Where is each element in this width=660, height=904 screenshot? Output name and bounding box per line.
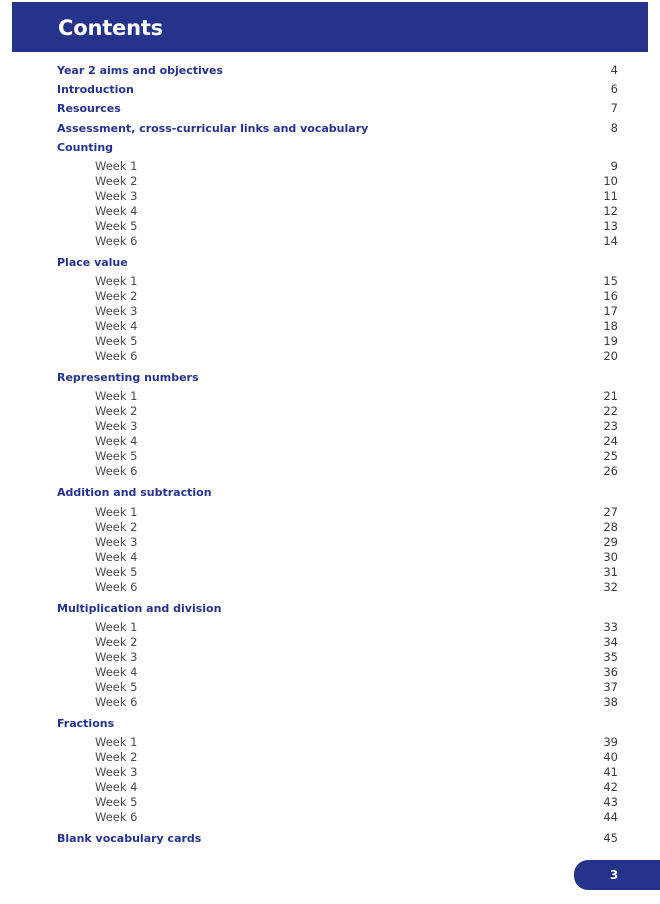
toc-week-entry[interactable] bbox=[0, 289, 660, 304]
toc-entry-label: Week 3 bbox=[95, 189, 138, 203]
toc-entry-label: Week 6 bbox=[95, 810, 138, 824]
toc-entry-page-number: 31 bbox=[603, 565, 618, 579]
toc-entry-label: Week 5 bbox=[95, 680, 138, 694]
toc-week-entry[interactable] bbox=[0, 204, 660, 219]
toc-week-entry[interactable] bbox=[0, 635, 660, 650]
toc-week-entry[interactable] bbox=[0, 419, 660, 434]
toc-entry-page-number: 38 bbox=[603, 695, 618, 709]
toc-week-entry[interactable] bbox=[0, 174, 660, 189]
toc-section-entry[interactable] bbox=[0, 370, 660, 385]
toc-week-entry[interactable] bbox=[0, 535, 660, 550]
toc-entry-label: Week 3 bbox=[95, 535, 138, 549]
toc-week-entry[interactable] bbox=[0, 274, 660, 289]
toc-entry-label: Week 2 bbox=[95, 520, 138, 534]
toc-entry-page-number: 7 bbox=[610, 101, 618, 115]
toc-week-entry[interactable] bbox=[0, 665, 660, 680]
toc-entry-label: Week 4 bbox=[95, 780, 138, 794]
toc-section-entry[interactable] bbox=[0, 140, 660, 155]
toc-entry-label: Week 1 bbox=[95, 389, 138, 403]
toc-entry-page-number: 37 bbox=[603, 680, 618, 694]
toc-week-entry[interactable] bbox=[0, 780, 660, 795]
toc-week-entry[interactable] bbox=[0, 304, 660, 319]
toc-section-entry[interactable] bbox=[0, 716, 660, 731]
toc-entry-label: Week 5 bbox=[95, 565, 138, 579]
toc-entry-label: Week 1 bbox=[95, 505, 138, 519]
toc-entry-label: Week 2 bbox=[95, 404, 138, 418]
toc-week-entry[interactable] bbox=[0, 389, 660, 404]
toc-section-entry[interactable] bbox=[0, 82, 660, 97]
toc-entry-label: Week 1 bbox=[95, 274, 138, 288]
toc-week-entry[interactable] bbox=[0, 159, 660, 174]
toc-entry-page-number: 23 bbox=[603, 419, 618, 433]
toc-entry-page-number: 44 bbox=[603, 810, 618, 824]
toc-section-entry[interactable] bbox=[0, 485, 660, 500]
toc-week-entry[interactable] bbox=[0, 580, 660, 595]
toc-entry-page-number: 24 bbox=[603, 434, 618, 448]
toc-entry-label: Week 5 bbox=[95, 219, 138, 233]
toc-entry-label: Week 4 bbox=[95, 434, 138, 448]
toc-entry-page-number: 29 bbox=[603, 535, 618, 549]
toc-entry-page-number: 33 bbox=[603, 620, 618, 634]
toc-entry-label: Week 4 bbox=[95, 204, 138, 218]
toc-section-entry[interactable] bbox=[0, 601, 660, 616]
toc-entry-label: Week 6 bbox=[95, 695, 138, 709]
toc-week-entry[interactable] bbox=[0, 334, 660, 349]
toc-entry-page-number: 6 bbox=[610, 82, 618, 96]
toc-entry-page-number: 22 bbox=[603, 404, 618, 418]
toc-week-entry[interactable] bbox=[0, 449, 660, 464]
page-number-tab bbox=[574, 860, 660, 890]
toc-entry-label: Multiplication and division bbox=[57, 602, 222, 615]
toc-entry-label: Introduction bbox=[57, 83, 134, 96]
toc-entry-page-number: 11 bbox=[603, 189, 618, 203]
toc-entry-page-number: 40 bbox=[603, 750, 618, 764]
toc-week-entry[interactable] bbox=[0, 765, 660, 780]
toc-entry-page-number: 10 bbox=[603, 174, 618, 188]
toc-entry-label: Fractions bbox=[57, 717, 115, 730]
toc-entry-page-number: 19 bbox=[603, 334, 618, 348]
toc-entry-label: Week 2 bbox=[95, 174, 138, 188]
toc-entry-label: Counting bbox=[57, 141, 114, 154]
toc-section-entry[interactable] bbox=[0, 101, 660, 116]
toc-entry-page-number: 20 bbox=[603, 349, 618, 363]
toc-entry-label: Week 6 bbox=[95, 464, 138, 478]
toc-entry-label: Week 6 bbox=[95, 234, 138, 248]
toc-entry-label: Week 4 bbox=[95, 665, 138, 679]
toc-entry-page-number: 18 bbox=[603, 319, 618, 333]
toc-week-entry[interactable] bbox=[0, 234, 660, 249]
toc-entry-label: Week 3 bbox=[95, 650, 138, 664]
toc-week-entry[interactable] bbox=[0, 319, 660, 334]
toc-entry-page-number: 21 bbox=[603, 389, 618, 403]
toc-section-entry[interactable] bbox=[0, 63, 660, 78]
toc-week-entry[interactable] bbox=[0, 650, 660, 665]
toc-entry-page-number: 35 bbox=[603, 650, 618, 664]
toc-week-entry[interactable] bbox=[0, 434, 660, 449]
toc-entry-label: Week 2 bbox=[95, 635, 138, 649]
toc-week-entry[interactable] bbox=[0, 505, 660, 520]
toc-entry-page-number: 16 bbox=[603, 289, 618, 303]
toc-entry-page-number: 4 bbox=[610, 63, 618, 77]
toc-entry-label: Week 5 bbox=[95, 795, 138, 809]
toc-entry-label: Week 6 bbox=[95, 349, 138, 363]
toc-entry-label: Week 5 bbox=[95, 334, 138, 348]
toc-entry-label: Week 4 bbox=[95, 550, 138, 564]
toc-entry-page-number: 32 bbox=[603, 580, 618, 594]
toc-entry-page-number: 14 bbox=[603, 234, 618, 248]
toc-entry-label: Week 1 bbox=[95, 159, 138, 173]
toc-week-entry[interactable] bbox=[0, 349, 660, 364]
toc-week-entry[interactable] bbox=[0, 520, 660, 535]
page-number: 3 bbox=[609, 868, 619, 882]
toc-entry-page-number: 8 bbox=[610, 121, 618, 135]
toc-week-entry[interactable] bbox=[0, 680, 660, 695]
toc-entry-label: Week 4 bbox=[95, 319, 138, 333]
toc-entry-page-number: 15 bbox=[603, 274, 618, 288]
toc-section-entry[interactable] bbox=[0, 831, 660, 846]
toc-entry-label: Week 3 bbox=[95, 765, 138, 779]
toc-entry-label: Blank vocabulary cards bbox=[57, 832, 202, 845]
toc-week-entry[interactable] bbox=[0, 404, 660, 419]
toc-entry-label: Representing numbers bbox=[57, 371, 199, 384]
toc-entry-page-number: 30 bbox=[603, 550, 618, 564]
toc-entry-page-number: 36 bbox=[603, 665, 618, 679]
toc-entry-page-number: 42 bbox=[603, 780, 618, 794]
toc-entry-page-number: 39 bbox=[603, 735, 618, 749]
toc-entry-label: Resources bbox=[57, 102, 121, 115]
toc-section-entry[interactable] bbox=[0, 255, 660, 270]
toc-entry-label: Week 1 bbox=[95, 620, 138, 634]
toc-entry-page-number: 17 bbox=[603, 304, 618, 318]
toc-week-entry[interactable] bbox=[0, 464, 660, 479]
toc-entry-label: Place value bbox=[57, 256, 128, 269]
toc-entry-label: Week 1 bbox=[95, 735, 138, 749]
toc-week-entry[interactable] bbox=[0, 735, 660, 750]
toc-entry-page-number: 28 bbox=[603, 520, 618, 534]
toc-entry-label: Assessment, cross-curricular links and vocabulary bbox=[57, 122, 369, 135]
toc-entry-label: Week 2 bbox=[95, 289, 138, 303]
toc-entry-page-number: 45 bbox=[603, 831, 618, 845]
toc-entry-page-number: 25 bbox=[603, 449, 618, 463]
toc-week-entry[interactable] bbox=[0, 565, 660, 580]
toc-entry-label: Week 3 bbox=[95, 419, 138, 433]
toc-entry-page-number: 27 bbox=[603, 505, 618, 519]
toc-section-entry[interactable] bbox=[0, 121, 660, 136]
toc-entry-label: Week 2 bbox=[95, 750, 138, 764]
toc-week-entry[interactable] bbox=[0, 695, 660, 710]
page-title: Contents bbox=[58, 16, 163, 40]
toc-week-entry[interactable] bbox=[0, 795, 660, 810]
toc-week-entry[interactable] bbox=[0, 550, 660, 565]
toc-entry-page-number: 12 bbox=[603, 204, 618, 218]
toc-entry-label: Week 3 bbox=[95, 304, 138, 318]
toc-week-entry[interactable] bbox=[0, 189, 660, 204]
toc-entry-page-number: 9 bbox=[610, 159, 618, 173]
toc-week-entry[interactable] bbox=[0, 620, 660, 635]
toc-entry-label: Week 5 bbox=[95, 449, 138, 463]
toc-entry-page-number: 13 bbox=[603, 219, 618, 233]
toc-entry-label: Year 2 aims and objectives bbox=[57, 64, 223, 77]
toc-entry-page-number: 41 bbox=[603, 765, 618, 779]
toc-entry-label: Week 6 bbox=[95, 580, 138, 594]
toc-entry-page-number: 43 bbox=[603, 795, 618, 809]
toc-week-entry[interactable] bbox=[0, 750, 660, 765]
toc-entry-page-number: 26 bbox=[603, 464, 618, 478]
toc-week-entry[interactable] bbox=[0, 219, 660, 234]
toc-week-entry[interactable] bbox=[0, 810, 660, 825]
toc-entry-page-number: 34 bbox=[603, 635, 618, 649]
toc-entry-label: Addition and subtraction bbox=[57, 486, 212, 499]
